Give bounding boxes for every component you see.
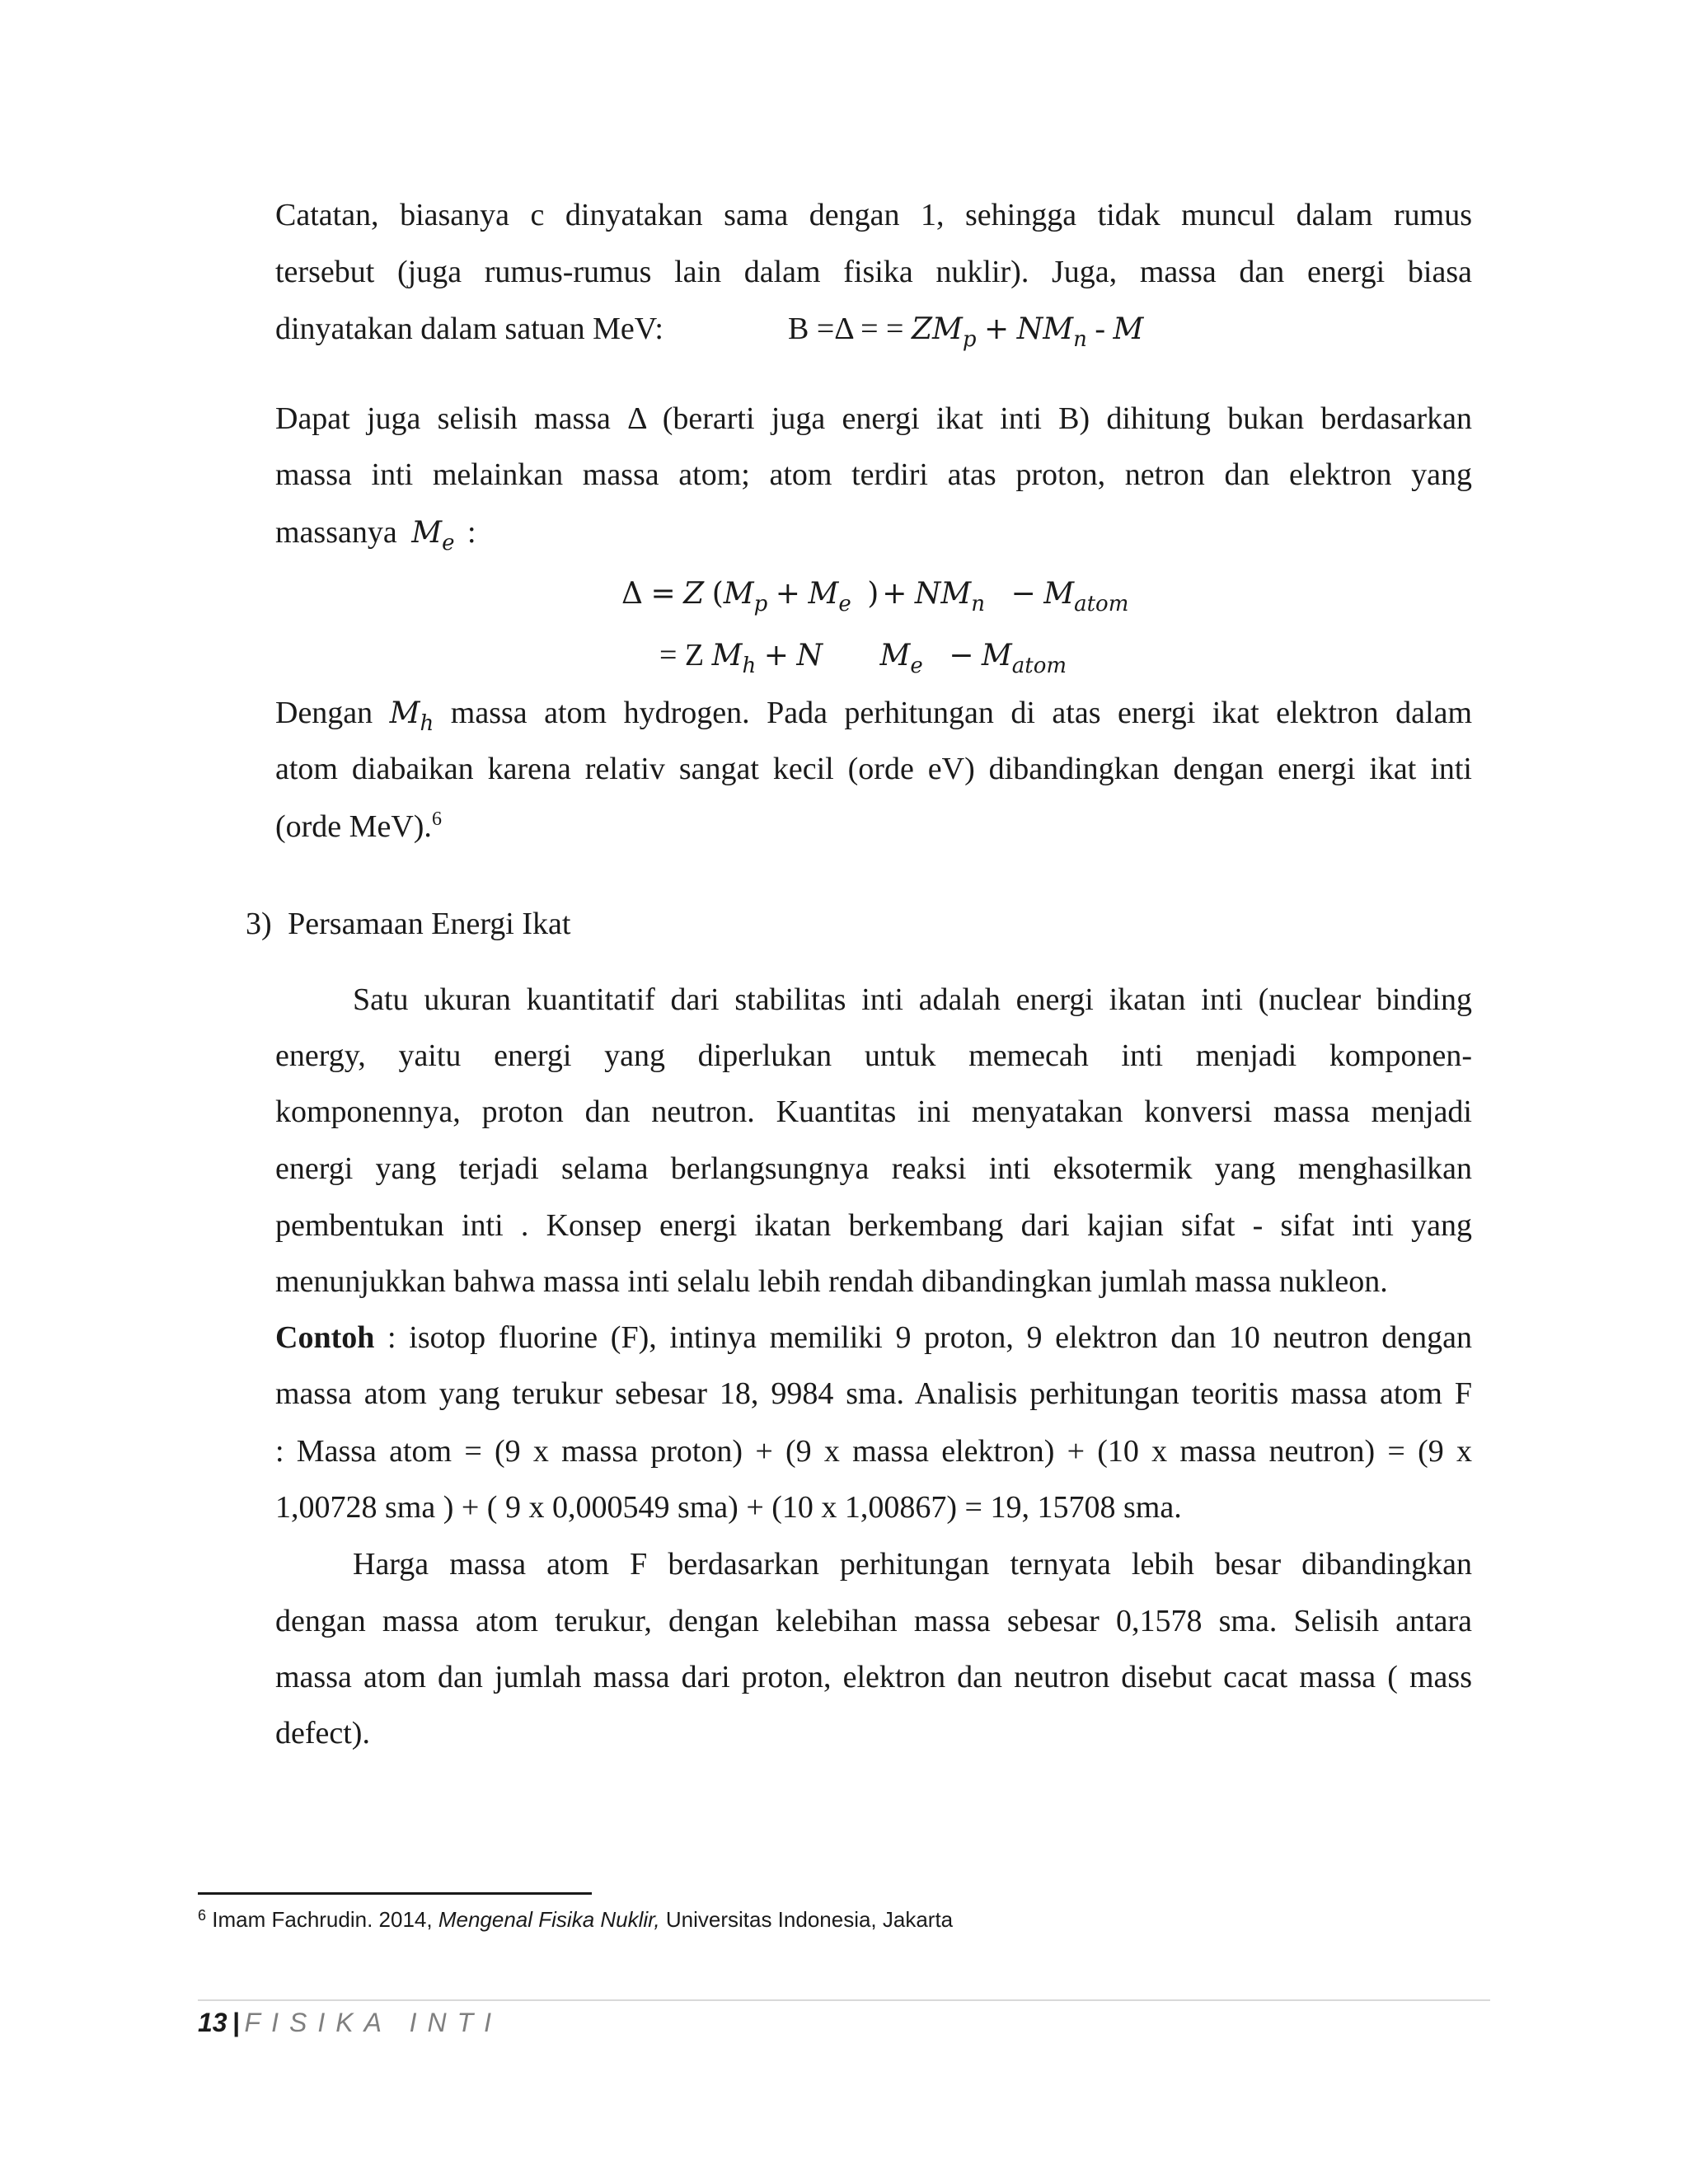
paragraph-line: tersebut (juga rumus-rumus lain dalam fisika nuklir). Juga, massa dan energi biasa [275, 255, 1472, 289]
paragraph-line: 1,00728 sma ) + ( 9 x 0,000549 sma) + (10 x 1,00867) = 19, 15708 sma. [275, 1490, 1182, 1525]
footnote-number: 6 [198, 1907, 207, 1924]
footnote-reference[interactable]: 6 [431, 808, 442, 830]
paragraph-line: Harga massa atom F berdasarkan perhitungan ternyata lebih besar dibandingkan [353, 1547, 1472, 1582]
mass-defect-equation: Δ = Z ($M_p + M_e$ ) + $NM_n - M_{atom}$ [621, 577, 1129, 616]
paragraph-line: atom diabaikan karena relativ sangat kecil (orde eV) dibandingkan dengan energi ikat inti [275, 752, 1472, 786]
paragraph-line: Contoh : isotop fluorine (F), intinya memiliki 9 proton, 9 elektron dan 10 neutron dengan [275, 1320, 1473, 1355]
paragraph-line: : Massa atom = (9 x massa proton) + (9 x massa elektron) + (10 x massa neutron) = (9 x [275, 1434, 1472, 1469]
paragraph-text: dinyatakan dalam satuan MeV: [275, 312, 663, 346]
page-footer [198, 2006, 502, 2039]
footer-book-title: FISIKA INTI [244, 2008, 503, 2037]
footer-divider [198, 1999, 1490, 2001]
page-number: 13 [198, 2008, 227, 2037]
paragraph-line: Dengan $M_h$ massa atom hydrogen. Pada perhitungan di atas energi ikat elektron dalam [275, 696, 1473, 736]
paragraph-line: energy, yaitu energi yang diperlukan untuk memecah inti menjadi komponen- [275, 1038, 1472, 1073]
paragraph-line: pembentukan inti . Konsep energi ikatan berkembang dari kajian sifat - sifat inti yang [275, 1208, 1472, 1243]
footnote-separator [198, 1892, 592, 1895]
example-label: Contoh [275, 1320, 375, 1355]
paragraph-line: dengan massa atom terukur, dengan kelebihan massa sebesar 0,1578 sma. Selisih antara [275, 1604, 1472, 1638]
paragraph-line: energi yang terjadi selama berlangsungnya reaksi inti eksotermik yang menghasilkan [275, 1151, 1472, 1186]
footnote: $^6$ Imam Fachrudin. 2014, Mengenal Fisika Nuklir, Universitas Indonesia, Jakarta [198, 1907, 954, 1932]
paragraph-line: (orde MeV).$^6$ [275, 808, 442, 844]
mass-defect-equation-line2: = Z $M_h + N$ $M_e - M_{atom}$ [659, 638, 1067, 678]
footer-separator: | [232, 2008, 240, 2037]
paragraph-line: menunjukkan bahwa massa inti selalu lebih rendah dibandingkan jumlah massa nukleon. [275, 1264, 1388, 1299]
paragraph-line: massa inti melainkan massa atom; atom terdiri atas proton, netron dan elektron yang [275, 457, 1472, 492]
paragraph-line: massanya $M_e$ : [275, 515, 476, 555]
paragraph-line: Catatan, biasanya c dinyatakan sama dengan 1, sehingga tidak muncul dalam rumus [275, 198, 1472, 232]
paragraph-line: komponennya, proton dan neutron. Kuantitas ini menyatakan konversi massa menjadi [275, 1094, 1472, 1129]
section-heading: 3) Persamaan Energi Ikat [246, 907, 571, 941]
paragraph-line: Satu ukuran kuantitatif dari stabilitas inti adalah energi ikatan inti (nuclear binding [353, 982, 1472, 1017]
paragraph-line: massa atom dan jumlah massa dari proton, elektron dan neutron disebut cacat massa ( mass [275, 1660, 1472, 1694]
paragraph-line: Dapat juga selisih massa Δ (berarti juga energi ikat inti B) dihitung bukan berdasarkan [275, 401, 1472, 436]
binding-energy-formula: B =Δ = = $ZM_p + NM_n - M$ [788, 312, 1144, 352]
paragraph-line: defect). [275, 1716, 370, 1750]
paragraph-line-with-formula [275, 310, 1472, 352]
paragraph-line: massa atom yang terukur sebesar 18, 9984 sma. Analisis perhitungan teoritis massa atom F [275, 1376, 1472, 1411]
footnote-book-title: Mengenal Fisika Nuklir, [438, 1907, 660, 1932]
